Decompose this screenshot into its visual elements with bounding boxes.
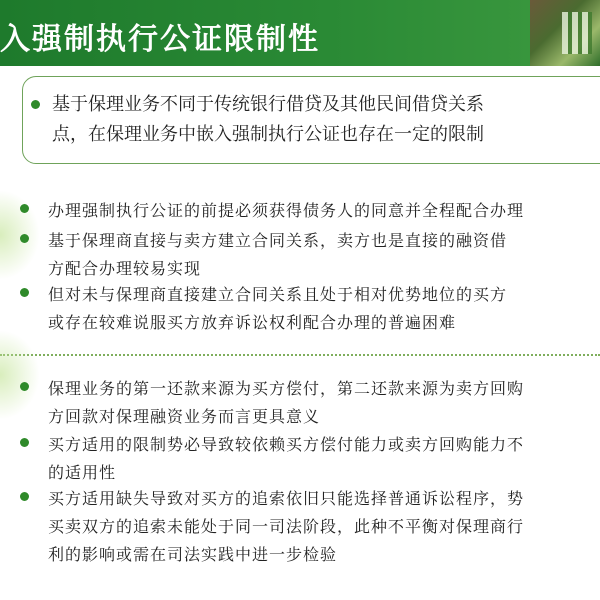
list-item-text: 买方适用的限制势必导致较依赖买方偿付能力或卖方回购能力不 [48, 435, 525, 454]
list-item-text: 办理强制执行公证的前提必须获得债务人的同意并全程配合办理 [48, 201, 525, 220]
decorative-glow [0, 330, 40, 420]
intro-line: 点，在保理业务中嵌入强制执行公证也存在一定的限制 [52, 124, 484, 145]
bullet-icon [20, 382, 29, 391]
bullet-icon [20, 234, 29, 243]
list-item-text: 买方适用缺失导致对买方的追索依旧只能选择普通诉讼程序，势 [48, 489, 525, 508]
decorative-photo [530, 0, 600, 66]
list-item-text: 买卖双方的追索未能处于同一司法阶段，此种不平衡对保理商行 [48, 517, 525, 536]
section-divider [0, 354, 600, 356]
intro-text [52, 90, 597, 150]
bullet-icon [20, 288, 29, 297]
list-item-text: 方回款对保理融资业务而言更具意义 [48, 407, 321, 426]
list-item-text: 或存在较难说服买方放弃诉讼权利配合办理的普遍困难 [48, 313, 457, 332]
bullet-icon [20, 438, 29, 447]
bullet-icon [20, 492, 29, 501]
intro-line: 基于保理业务不同于传统银行借贷及其他民间借贷关系 [52, 94, 484, 115]
title-banner [0, 0, 600, 66]
bullet-icon [31, 100, 40, 109]
bullet-icon [20, 204, 29, 213]
list-item-text: 但对未与保理商直接建立合同关系且处于相对优势地位的买方 [48, 285, 508, 304]
list-item-text: 利的影响或需在司法实践中进一步检验 [48, 545, 338, 564]
list-item-text: 基于保理商直接与卖方建立合同关系，卖方也是直接的融资借 [48, 231, 508, 250]
list-item-text: 的适用性 [48, 463, 117, 482]
list-item-text: 方配合办理较易实现 [48, 259, 202, 278]
slide-title: 入强制执行公证限制性 [0, 22, 320, 57]
list-item-text: 保理业务的第一还款来源为买方偿付，第二还款来源为卖方回购 [48, 379, 525, 398]
